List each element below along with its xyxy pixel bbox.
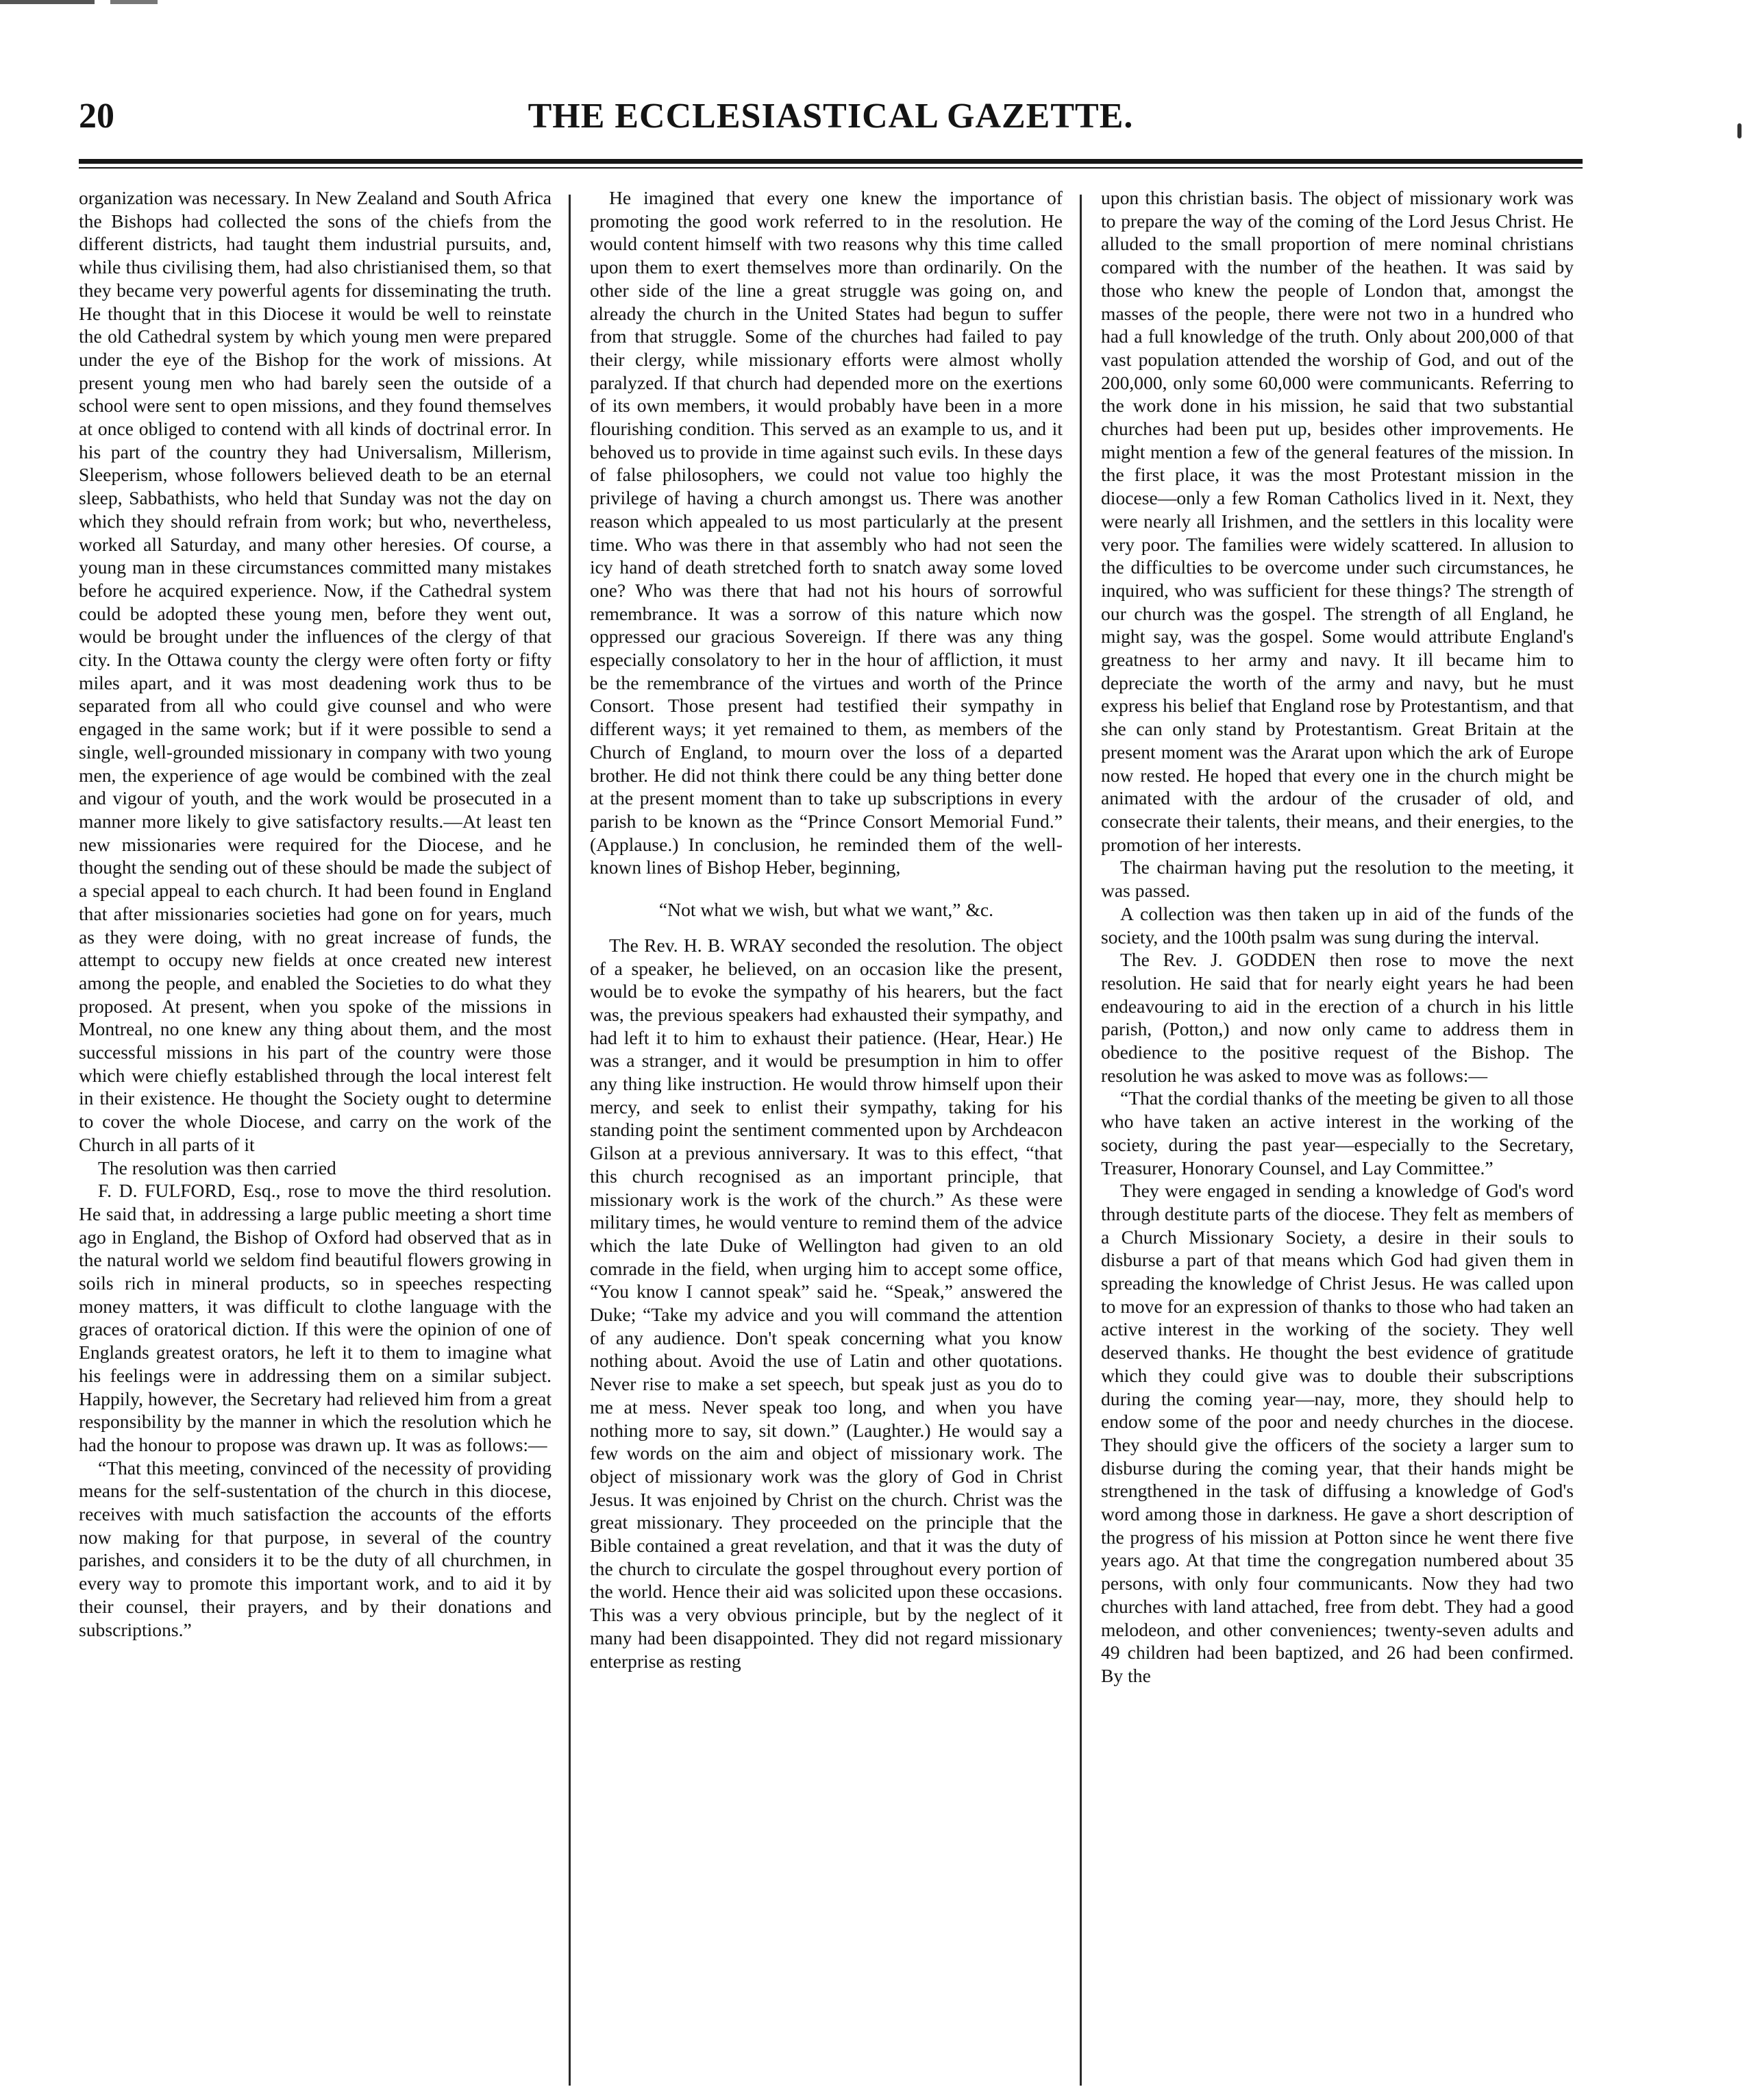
paragraph: They were engaged in sending a knowledge of God's word through destitute parts of the diocese. They felt as members of a Church Missionary Society, a desire in their souls to disburse a part of that means which God had given them in spreading the knowledge of Christ Jesus. He was called upon to move for an expression of thanks to those who had taken an active interest in the working of the society. They well deserved thanks. He thought the best evidence of gratitude which they could give was to double their subscriptions during the coming year—nay, more, they should help to endow some of the poor and needy churches in the diocese. They should give the officers of the society a larger sum to disburse during the coming year, that their hands might be strengthened in the task of diffusing a knowledge of God's word among those in darkness. He gave a short description of the progress of his mission at Potton since he went there five years ago. At that time the congregation numbered about 35 persons, with only four communicants. Now they had two churches with land attached, free from debt. They had a good melodeon, and other conveniences; twenty-seven adults and 49 children had been baptized, and 26 had been confirmed. By the — [1101, 1180, 1574, 1686]
resolution-quote: “That this meeting, convinced of the necessity of providing means for the self-sustentation of the church in this diocese, receives with much satisfaction the accounts of the efforts now making for that purpose, in several of the country parishes, and considers it to be the duty of all churchmen, in every way to promote this important work, and to aid it by their counsel, their prayers, and by their donations and subscriptions.” — [79, 1457, 552, 1640]
scan-corner-mark — [0, 0, 158, 4]
column-2 — [590, 186, 1063, 2091]
paragraph: organization was necessary. In New Zealand and South Africa the Bishops had collected the sons of the chiefs from the different districts, had taught them industrial pursuits, and, while thus civilising them, had also christianised them, so that they became very powerful agents for disseminating the truth. He thought that in this Diocese it would be well to reinstate the old Cathedral system by which young men were prepared under the eye of the Bishop for the work of missions. At present young men who had barely seen the outside of a school were sent to open missions, and they found themselves at once obliged to contend with all kinds of doctrinal error. In his part of the country they had Universalism, Millerism, Sleeperism, whose followers believed death to be an eternal sleep, Sabbathists, who held that Sunday was not the day on which they should refrain from work; but who, nevertheless, worked all Saturday, and many other heresies. Of course, a young man in these circumstances committed many mistakes before he acquired experience. Now, if the Cathedral system could be adopted these young men, before they went out, would be brought under the influences of the clergy of that city. In the Ottawa county the clergy were often forty or fifty miles apart, and it was most deadening work thus to be separated from all who could give counsel and who were engaged in the same work; but if it were possible to send a single, well-grounded missionary in company with two young men, the experience of age would be combined with the zeal and vigour of youth, and the work would be prosecuted in a manner more likely to give satisfactory results.—At least ten new missionaries were required for the Diocese, and he thought the sending out of these should be made the subject of a special appeal to each church. It had been found in England that after missionaries societies had gone on for years, much as they were doing, with no great increase of funds, the attempt to occupy new fields at once created new interest among the people, and enabled the Societies to do what they proposed. At present, when you spoke of the missions in Montreal, no one knew any thing about them, and the most successful missions in his part of the country were those which were chiefly established through the local interest felt in their existence. He thought the Society ought to determine to cover the whole Diocese, and carry on the work of the Church in all parts of it — [79, 187, 552, 1155]
page-number: 20 — [79, 97, 114, 136]
masthead-title: THE ECCLESIASTICAL GAZETTE. — [528, 97, 1134, 136]
column-divider — [569, 195, 571, 2086]
paragraph: upon this christian basis. The object of missionary work was to prepare the way of the coming of the Lord Jesus Christ. He alluded to the small proportion of mere nominal christians compared with the number of the heathen. It was said by those who knew the people of London that, amongst the masses of the people, there were not two in a hundred who had a full knowledge of the truth. Only about 200,000 of that vast population attended the worship of God, and out of the 200,000, only some 60,000 were communicants. Referring to the work done in his mission, he said that two substantial churches had been put up, besides other improvements. He might mention a few of the general features of the mission. In the first place, it was the most Protestant mission in the diocese—only a few Roman Catholics lived in it. Next, they were nearly all Irishmen, and the settlers in this locality were very poor. The families were widely scattered. In allusion to the difficulties to be overcome under such circumstances, he inquired, who was sufficient for these things? The strength of our church was the gospel. The strength of all England, he might say, was the gospel. Some would attribute England's greatness to her army and navy. It ill became him to depreciate the worth of the army and navy, but he must express his belief that England rose by Protestantism, and that she can only stand by Protestantism. Great Britain at the present moment was the Ararat upon which the ark of Europe now rested. He hoped that every one in the church might be animated with the ardour of the crusader of old, and consecrate their talents, their means, and their energies, to the promotion of her interests. — [1101, 187, 1574, 855]
page-header — [79, 96, 1583, 137]
article-columns — [79, 186, 1583, 2098]
column-divider — [1080, 195, 1082, 2086]
column-3 — [1101, 186, 1574, 2091]
resolution-quote: “That the cordial thanks of the meeting be given to all those who have taken an active interest in the working of the society, during the past year—especially to the Secretary, Treasurer, Honorary Counsel, and Lay Committee.” — [1101, 1087, 1574, 1178]
paragraph: F. D. FULFORD, Esq., rose to move the third resolution. He said that, in addressing a large public meeting a short time ago in England, the Bishop of Oxford had observed that as in the natural world we seldom find beautiful flowers growing in soils rich in mineral products, so in speeches respecting money matters, it was difficult to clothe language with the graces of oratorical diction. If this were the opinion of one of Englands greatest orators, he left it to them to imagine what his feelings were in addressing them on a similar subject. Happily, however, the Secretary had relieved him from a great responsibility by the manner in which the resolution which he had the honour to propose was drawn up. It was as follows:— — [79, 1180, 552, 1455]
paragraph: The chairman having put the resolution to the meeting, it was passed. — [1101, 856, 1574, 902]
paragraph: The resolution was then carried — [98, 1157, 336, 1178]
paragraph: The Rev. H. B. WRAY seconded the resolution. The object of a speaker, he believed, on an occasion like the present, would be to evoke the sympathy of his hearers, but the fact was, the previous speakers had exhausted their sympathy, and had left it to him to exhaust their patience. (Hear, Hear.) He was a stranger, and it would be presumption in him to offer any thing like instruction. He would throw himself upon their mercy, and seek to enlist their sympathy, taking for his standing point the sentiment commented upon by Archdeacon Gilson at a previous anniversary. It was to this effect, “that this church recognised as an important principle, that missionary work is the work of the church.” As these were military times, he would venture to remind them of the advice which the late Duke of Wellington had given to an old comrade in the field, when urging him to accept some office, “You know I cannot speak” said he. “Speak,” answered the Duke; “Take my advice and you will command the attention of any audience. Don't speak concerning what you know nothing about. Avoid the use of Latin and other quotations. Never rise to make a set speech, but speak just as you do to me at mess. Never speak too long, and when you have nothing more to say, sit down.” (Laughter.) He would say a few words on the aim and object of missionary work. The object of missionary work was the glory of God in Christ Jesus. It was enjoined by Christ on the church. Christ was the great missionary. They proceeded on the principle that the Bible contained a great revelation, and that it was the duty of the church to circulate the gospel throughout every portion of the world. Hence their aid was solicited upon these occasions. This was a very obvious principle, but by the neglect of it many had been disappointed. They did not regard missionary enterprise as resting — [590, 934, 1063, 1672]
header-rule-thick — [79, 159, 1583, 164]
header-rule-thin — [79, 167, 1583, 169]
column-1 — [79, 186, 552, 2091]
paragraph: The Rev. J. GODDEN then rose to move the next resolution. He said that for nearly eight years he had been endeavouring to aid in the erection of a church in his little parish, (Potton,) and now only came to address them in obedience to the positive request of the Bishop. The resolution he was asked to move was as follows:— — [1101, 949, 1574, 1086]
paragraph: A collection was then taken up in aid of the funds of the society, and the 100th psalm was sung during the interval. — [1101, 902, 1574, 948]
hymn-quote: “Not what we wish, but what we want,” &c. — [658, 899, 994, 921]
paragraph: He imagined that every one knew the importance of promoting the good work referred to in the resolution. He would content himself with two reasons why this time called upon them to exert themselves more than ordinarily. On the other side of the line a great struggle was going on, and already the church in the United States had begun to suffer from that struggle. Some of the churches had failed to pay their clergy, while missionary efforts were almost wholly paralyzed. If that church had depended more on the exertions of its own members, it would probably have been in a more flourishing condition. This served as an example to us, and it behoved us to provide in time against such evils. In these days of false philosophers, we could not value too highly the privilege of having a church amongst us. There was another reason which appealed to us most particularly at the present time. Who was there in that assembly who had not seen the icy hand of death stretched forth to snatch away some loved one? Who was there that had not his hours of sorrowful remembrance. It was a sorrow of this nature which now oppressed our gracious Sovereign. If there was any thing especially consolatory to her in the hour of affliction, it must be the remembrance of the virtues and worth of the Prince Consort. Those present had testified their sympathy in different ways; it yet remained to them, as members of the Church of England, to mourn over the loss of a departed brother. He did not think there could be any thing better done at the present moment than to take up subscriptions in every parish to be known as the “Prince Consort Memorial Fund.” (Applause.) In conclusion, he reminded them of the well-known lines of Bishop Heber, beginning, — [590, 187, 1063, 878]
scan-edge-mark — [1737, 123, 1742, 138]
